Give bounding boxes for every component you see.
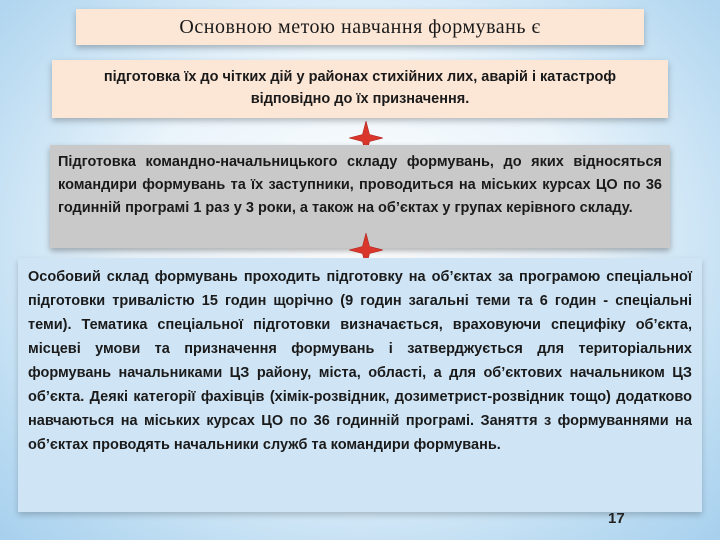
personnel-training-box <box>18 258 702 512</box>
command-training-text: Підготовка командно-начальницького складу формувань, до яких відносяться командири формувань та їх заступники, проводиться на міських курсах ЦО по 36 годинній програмі 1 раз у 3 роки, а також на об’єктах у групах керівного складу. <box>58 154 662 216</box>
page-number: 17 <box>608 510 625 527</box>
slide-title <box>76 9 644 45</box>
slide-title-text: Основною метою навчання формувань є <box>179 15 541 38</box>
personnel-training-text: Особовий склад формувань проходить підготовку на об’єктах за програмою спеціальної підготовки тривалістю 15 годин щорічно (9 годин загальні теми та 6 годин - спеціальні теми). Тематика спеціальної підготовки визначається, враховуючи специфіку об’єкта, місцеві умови та призначення формувань і затверджується для територіальних формувань начальниками ЦЗ району, міста, області, а для об’єктових начальником ЦЗ об’єкта. Деякі категорії фахівців (хімік-розвідник, дозиметрист-розвідник тощо) додатково навчаються на міських курсах ЦО по 36 годинній програмі. Заняття з формуваннями на об’єктах проводять начальники служб та командири формувань. <box>28 269 692 453</box>
goal-box <box>52 60 668 118</box>
goal-text: підготовка їх до чітких дій у районах стихійних лих, аварій і катастроф відповідно до їх призначення. <box>103 69 617 107</box>
